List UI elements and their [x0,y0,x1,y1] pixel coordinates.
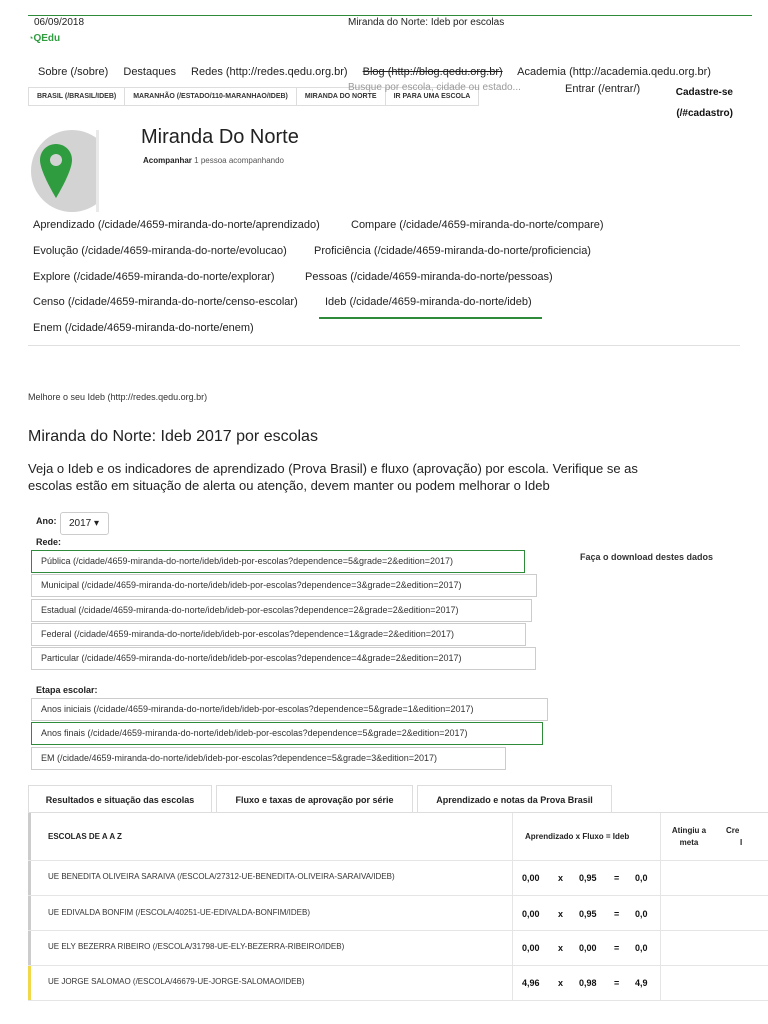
tab-aprendizado-prova-brasil[interactable]: Aprendizado e notas da Prova Brasil [417,785,612,813]
nav-sobre[interactable]: Sobre (/sobre) [38,66,109,78]
download-data-link[interactable]: Faça o download destes dados [580,552,714,562]
rede-option-estadual[interactable]: Estadual (/cidade/4659-miranda-do-norte/ideb/ideb-por-escolas?dependence=2&grade=2&edition=2017) [31,599,532,622]
tab-compare[interactable]: Compare (/cidade/4659-miranda-do-norte/compare) [351,219,604,231]
year-label: Ano: [36,516,57,526]
rede-option-municipal[interactable]: Municipal (/cidade/4659-miranda-do-norte/ideb/ideb-por-escolas?dependence=3&grade=2&edition=2017) [31,574,537,597]
aprendizado-value: 0,00 [522,909,540,919]
fluxo-value: 0,95 [579,909,597,919]
signup-url: (/#cadastro) [676,108,733,119]
school-link[interactable]: UE JORGE SALOMAO (/ESCOLA/46679-UE-JORGE-SALOMAO/IDEB) [48,977,305,986]
status-bar-alert [28,966,31,1000]
table-header-row [28,813,768,861]
tab-fluxo-aprovacao[interactable]: Fluxo e taxas de aprovação por série [216,785,413,813]
table-row [28,931,768,966]
map-pin-icon [40,144,72,198]
table-row [28,861,768,896]
rede-option-publica[interactable]: Pública (/cidade/4659-miranda-do-norte/ideb/ideb-por-escolas?dependence=5&grade=2&edition=2017) [31,550,525,573]
etapa-label: Etapa escolar: [36,685,98,695]
page-title: Miranda do Norte: Ideb 2017 por escolas [28,428,318,445]
nav-blog[interactable]: Blog (http://blog.qedu.org.br) [362,66,503,78]
table-row [28,896,768,931]
aprendizado-value: 0,00 [522,873,540,883]
ideb-value: 4,9 [635,978,648,988]
equals-sign: = [614,873,620,883]
school-link[interactable]: UE EDIVALDA BONFIM (/ESCOLA/40251-UE-EDIVALDA-BONFIM/IDEB) [48,908,310,917]
ideb-value: 0,0 [635,943,648,953]
col-header-schools[interactable]: ESCOLAS DE A A Z [48,832,122,841]
city-avatar [31,130,99,212]
col-header-meta: Atingiu a meta [671,826,707,847]
followers-count: 1 pessoa acompanhando [194,156,284,165]
city-title: Miranda Do Norte [141,126,299,148]
breadcrumb-ir-para-escola[interactable]: IR PARA UMA ESCOLA [385,87,480,106]
table-row [28,966,768,1001]
logo-q-icon: ◔ [28,33,34,43]
follow-area [143,156,284,165]
signup-label: Cadastre-se [675,87,733,98]
equals-sign: = [614,943,620,953]
tab-pessoas[interactable]: Pessoas (/cidade/4659-miranda-do-norte/pessoas) [305,271,553,283]
nav-redes[interactable]: Redes (http://redes.qedu.org.br) [191,66,348,78]
rede-option-federal[interactable]: Federal (/cidade/4659-miranda-do-norte/ideb/ideb-por-escolas?dependence=1&grade=2&edition=2017) [31,623,526,646]
etapa-option-em[interactable]: EM (/cidade/4659-miranda-do-norte/ideb/ideb-por-escolas?dependence=5&grade=3&edition=2017) [31,747,506,770]
follow-button[interactable]: Acompanhar [143,156,192,165]
times-sign: x [558,943,564,953]
print-header-rule [28,15,752,16]
login-link[interactable]: Entrar (/entrar/) [565,83,641,95]
breadcrumb-maranhao[interactable]: MARANHÃO (/ESTADO/110-MARANHAO/IDEB) [124,87,296,106]
breadcrumb-miranda[interactable]: MIRANDA DO NORTE [296,87,385,106]
ideb-value: 0,0 [635,909,648,919]
nav-academia[interactable]: Academia (http://academia.qedu.org.br) [517,66,711,78]
tab-ideb[interactable]: Ideb (/cidade/4659-miranda-do-norte/ideb) [325,296,532,308]
tab-explore[interactable]: Explore (/cidade/4659-miranda-do-norte/explorar) [33,271,275,283]
school-link[interactable]: UE ELY BEZERRA RIBEIRO (/ESCOLA/31798-UE-ELY-BEZERRA-RIBEIRO/IDEB) [48,942,345,951]
logo-text: QEdu [33,33,61,44]
aprendizado-value: 0,00 [522,943,540,953]
fluxo-value: 0,98 [579,978,597,988]
tab-proficiencia[interactable]: Proficiência (/cidade/4659-miranda-do-norte/proficiencia) [314,245,591,257]
equals-sign: = [614,978,620,988]
tab-resultados-situacao[interactable]: Resultados e situação das escolas [28,785,212,813]
rede-option-particular[interactable]: Particular (/cidade/4659-miranda-do-norte/ideb/ideb-por-escolas?dependence=4&grade=2&edition=2017) [31,647,536,670]
qedu-logo[interactable] [28,33,60,44]
year-select[interactable]: 2017 ▾ [60,512,109,535]
times-sign: x [558,873,564,883]
nav-destaques[interactable]: Destaques [123,66,176,78]
signup-link[interactable] [663,82,733,124]
rede-label: Rede: [36,537,62,547]
times-sign: x [558,978,564,988]
etapa-option-anos-iniciais[interactable]: Anos iniciais (/cidade/4659-miranda-do-norte/ideb/ideb-por-escolas?dependence=5&grade=1&edition=2017) [31,698,548,721]
aprendizado-value: 4,96 [522,978,540,988]
school-link[interactable]: UE BENEDITA OLIVEIRA SARAIVA (/ESCOLA/27312-UE-BENEDITA-OLIVEIRA-SARAIVA/IDEB) [48,872,395,881]
col-header-crescimento: Cre I [726,826,743,847]
tab-aprendizado[interactable]: Aprendizado (/cidade/4659-miranda-do-norte/aprendizado) [33,219,320,231]
melhore-ideb-link[interactable]: Melhore o seu Ideb (http://redes.qedu.org.br) [28,392,208,402]
equals-sign: = [614,909,620,919]
results-table [28,812,768,1024]
fluxo-value: 0,00 [579,943,597,953]
etapa-option-anos-finais[interactable]: Anos finais (/cidade/4659-miranda-do-norte/ideb/ideb-por-escolas?dependence=5&grade=2&edition=2017) [31,722,543,745]
breadcrumb-brasil[interactable]: BRASIL (/BRASIL/IDEB) [28,87,124,106]
tabs-divider [28,345,740,346]
page-description: Veja o Ideb e os indicadores de aprendizado (Prova Brasil) e fluxo (aprovação) por escola. Verifique se as escolas estão em situação de alerta ou atenção, devem manter ou podem melhorar o Ideb [28,461,638,493]
ideb-value: 0,0 [635,873,648,883]
fluxo-value: 0,95 [579,873,597,883]
tab-censo[interactable]: Censo (/cidade/4659-miranda-do-norte/censo-escolar) [33,296,298,308]
tab-enem[interactable]: Enem (/cidade/4659-miranda-do-norte/enem) [33,322,254,334]
print-title: Miranda do Norte: Ideb por escolas [348,17,505,28]
col-header-formula: Aprendizado x Fluxo = Ideb [525,832,630,841]
times-sign: x [558,909,564,919]
tab-ideb-active-indicator [319,317,542,319]
search-input[interactable]: Busque por escola, cidade ou estado... [348,82,521,93]
tab-evolucao[interactable]: Evolução (/cidade/4659-miranda-do-norte/evolucao) [33,245,287,257]
print-date: 06/09/2018 [34,17,85,28]
top-navigation [38,66,723,78]
